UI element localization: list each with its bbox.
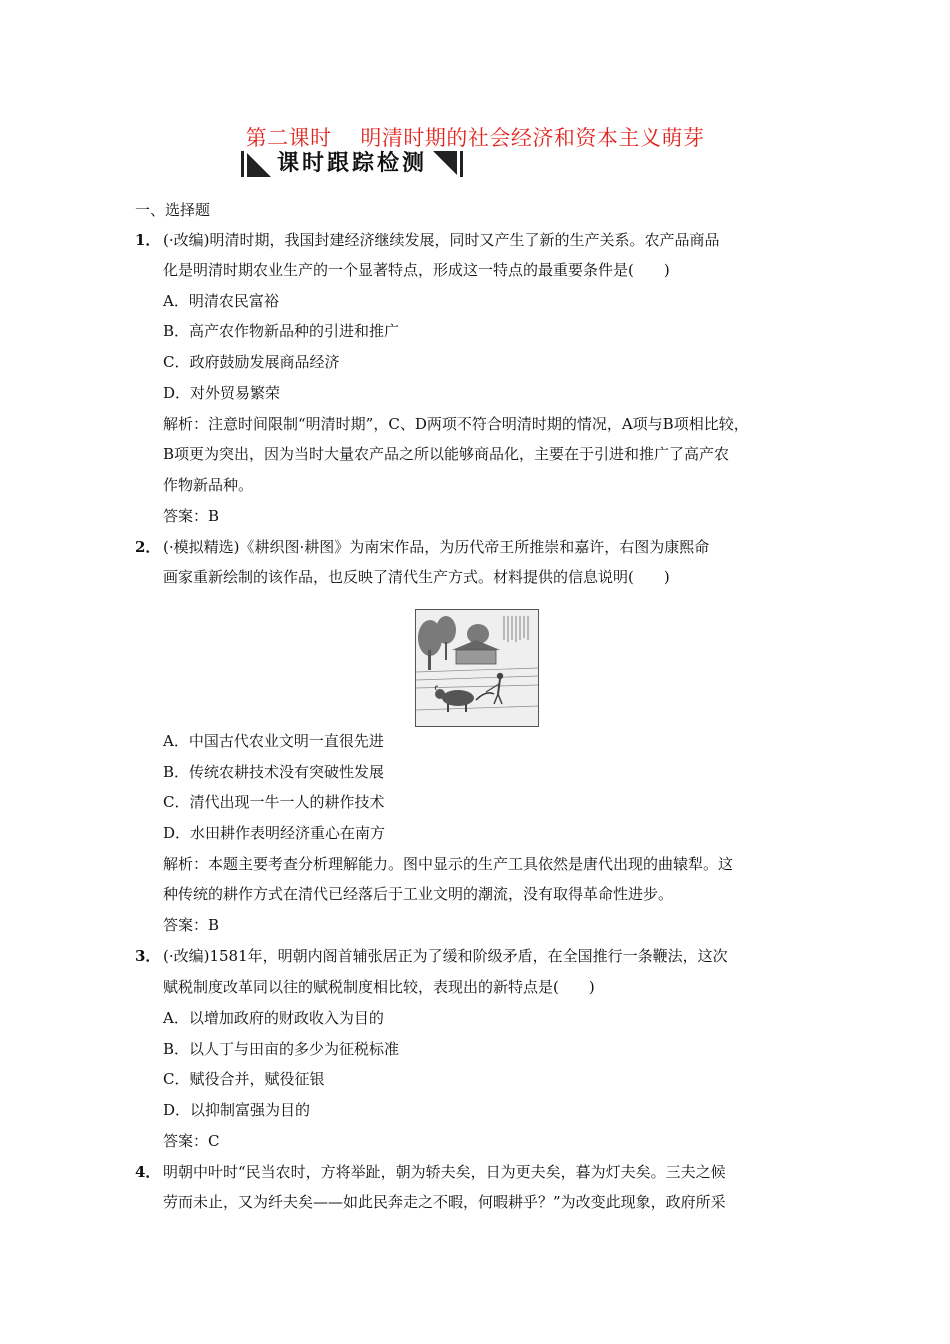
analysis-line: 解析：本题主要考查分析理解能力。图中显示的生产工具依然是唐代出现的曲辕犁。这 bbox=[163, 855, 734, 873]
option-c: C．清代出现一牛一人的耕作技术 bbox=[163, 793, 385, 811]
question-stem-line: (·模拟精选)《耕织图·耕图》为南宋作品，为历代帝王所推崇和嘉许，右图为康熙命 bbox=[163, 538, 710, 556]
page-title: 第二课时 明清时期的社会经济和资本主义萌芽 bbox=[245, 126, 705, 150]
banner-triangle-left-icon bbox=[247, 153, 271, 177]
analysis-line: B项更为突出，因为当时大量农产品之所以能够商品化，主要在于引进和推广了高产农 bbox=[163, 445, 730, 463]
banner-bar-right bbox=[460, 151, 463, 177]
banner-bar-left bbox=[241, 151, 244, 177]
option-b: B．传统农耕技术没有突破性发展 bbox=[163, 763, 385, 781]
question-stem-line: 化是明清时期农业生产的一个显著特点，形成这一特点的最重要条件是( ) bbox=[163, 261, 670, 279]
section-banner bbox=[241, 150, 463, 178]
analysis-line: 种传统的耕作方式在清代已经落后于工业文明的潮流，没有取得革命性进步。 bbox=[163, 885, 674, 903]
question-stem-line: 劳而未止，又为纤夫矣——如此民奔走之不暇，何暇耕乎？”为改变此现象，政府所采 bbox=[163, 1193, 726, 1211]
question-stem-line: 画家重新绘制的该作品，也反映了清代生产方式。材料提供的信息说明( ) bbox=[163, 568, 670, 586]
question-stem-line: (·改编)1581年，明朝内阁首辅张居正为了缓和阶级矛盾，在全国推行一条鞭法，这次 bbox=[163, 947, 728, 965]
option-b: B．以人丁与田亩的多少为征税标准 bbox=[163, 1040, 400, 1058]
option-d: D．水田耕作表明经济重心在南方 bbox=[163, 824, 386, 842]
option-d: D．对外贸易繁荣 bbox=[163, 384, 281, 402]
option-c: C．政府鼓励发展商品经济 bbox=[163, 353, 340, 371]
banner-label: 课时跟踪检测 bbox=[277, 151, 428, 176]
answer-line: 答案：C bbox=[163, 1132, 220, 1150]
question-stem-line: 赋税制度改革同以往的赋税制度相比较，表现出的新特点是( ) bbox=[163, 978, 595, 996]
option-c: C．赋役合并，赋役征银 bbox=[163, 1070, 325, 1088]
option-a: A．中国古代农业文明一直很先进 bbox=[163, 732, 384, 750]
question-number: 4． bbox=[135, 1163, 161, 1181]
question-stem-line: 明朝中叶时“民当农时，方将举趾，朝为轿夫矣，日为更夫矣，暮为灯夫矣。三夫之候 bbox=[163, 1163, 726, 1181]
option-d: D．以抑制富强为目的 bbox=[163, 1101, 311, 1119]
option-b: B．高产农作物新品种的引进和推广 bbox=[163, 322, 400, 340]
banner-triangle-right-icon bbox=[433, 151, 457, 175]
answer-line: 答案：B bbox=[163, 507, 220, 525]
option-a: A．以增加政府的财政收入为目的 bbox=[163, 1009, 384, 1027]
question-number: 2． bbox=[135, 538, 161, 556]
question-number: 1． bbox=[135, 231, 161, 249]
analysis-line: 解析：注意时间限制“明清时期”，C、D两项不符合明清时期的情况，A项与B项相比较， bbox=[163, 415, 749, 433]
question-stem-line: (·改编)明清时期，我国封建经济继续发展，同时又产生了新的生产关系。农产品商品 bbox=[163, 231, 720, 249]
question-number: 3． bbox=[135, 947, 161, 965]
answer-line: 答案：B bbox=[163, 916, 220, 934]
farming-illustration-drawing bbox=[416, 610, 538, 726]
section-heading: 一、选择题 bbox=[135, 201, 211, 219]
analysis-line: 作物新品种。 bbox=[163, 476, 254, 494]
farming-illustration-image bbox=[415, 609, 539, 727]
option-a: A．明清农民富裕 bbox=[163, 292, 279, 310]
